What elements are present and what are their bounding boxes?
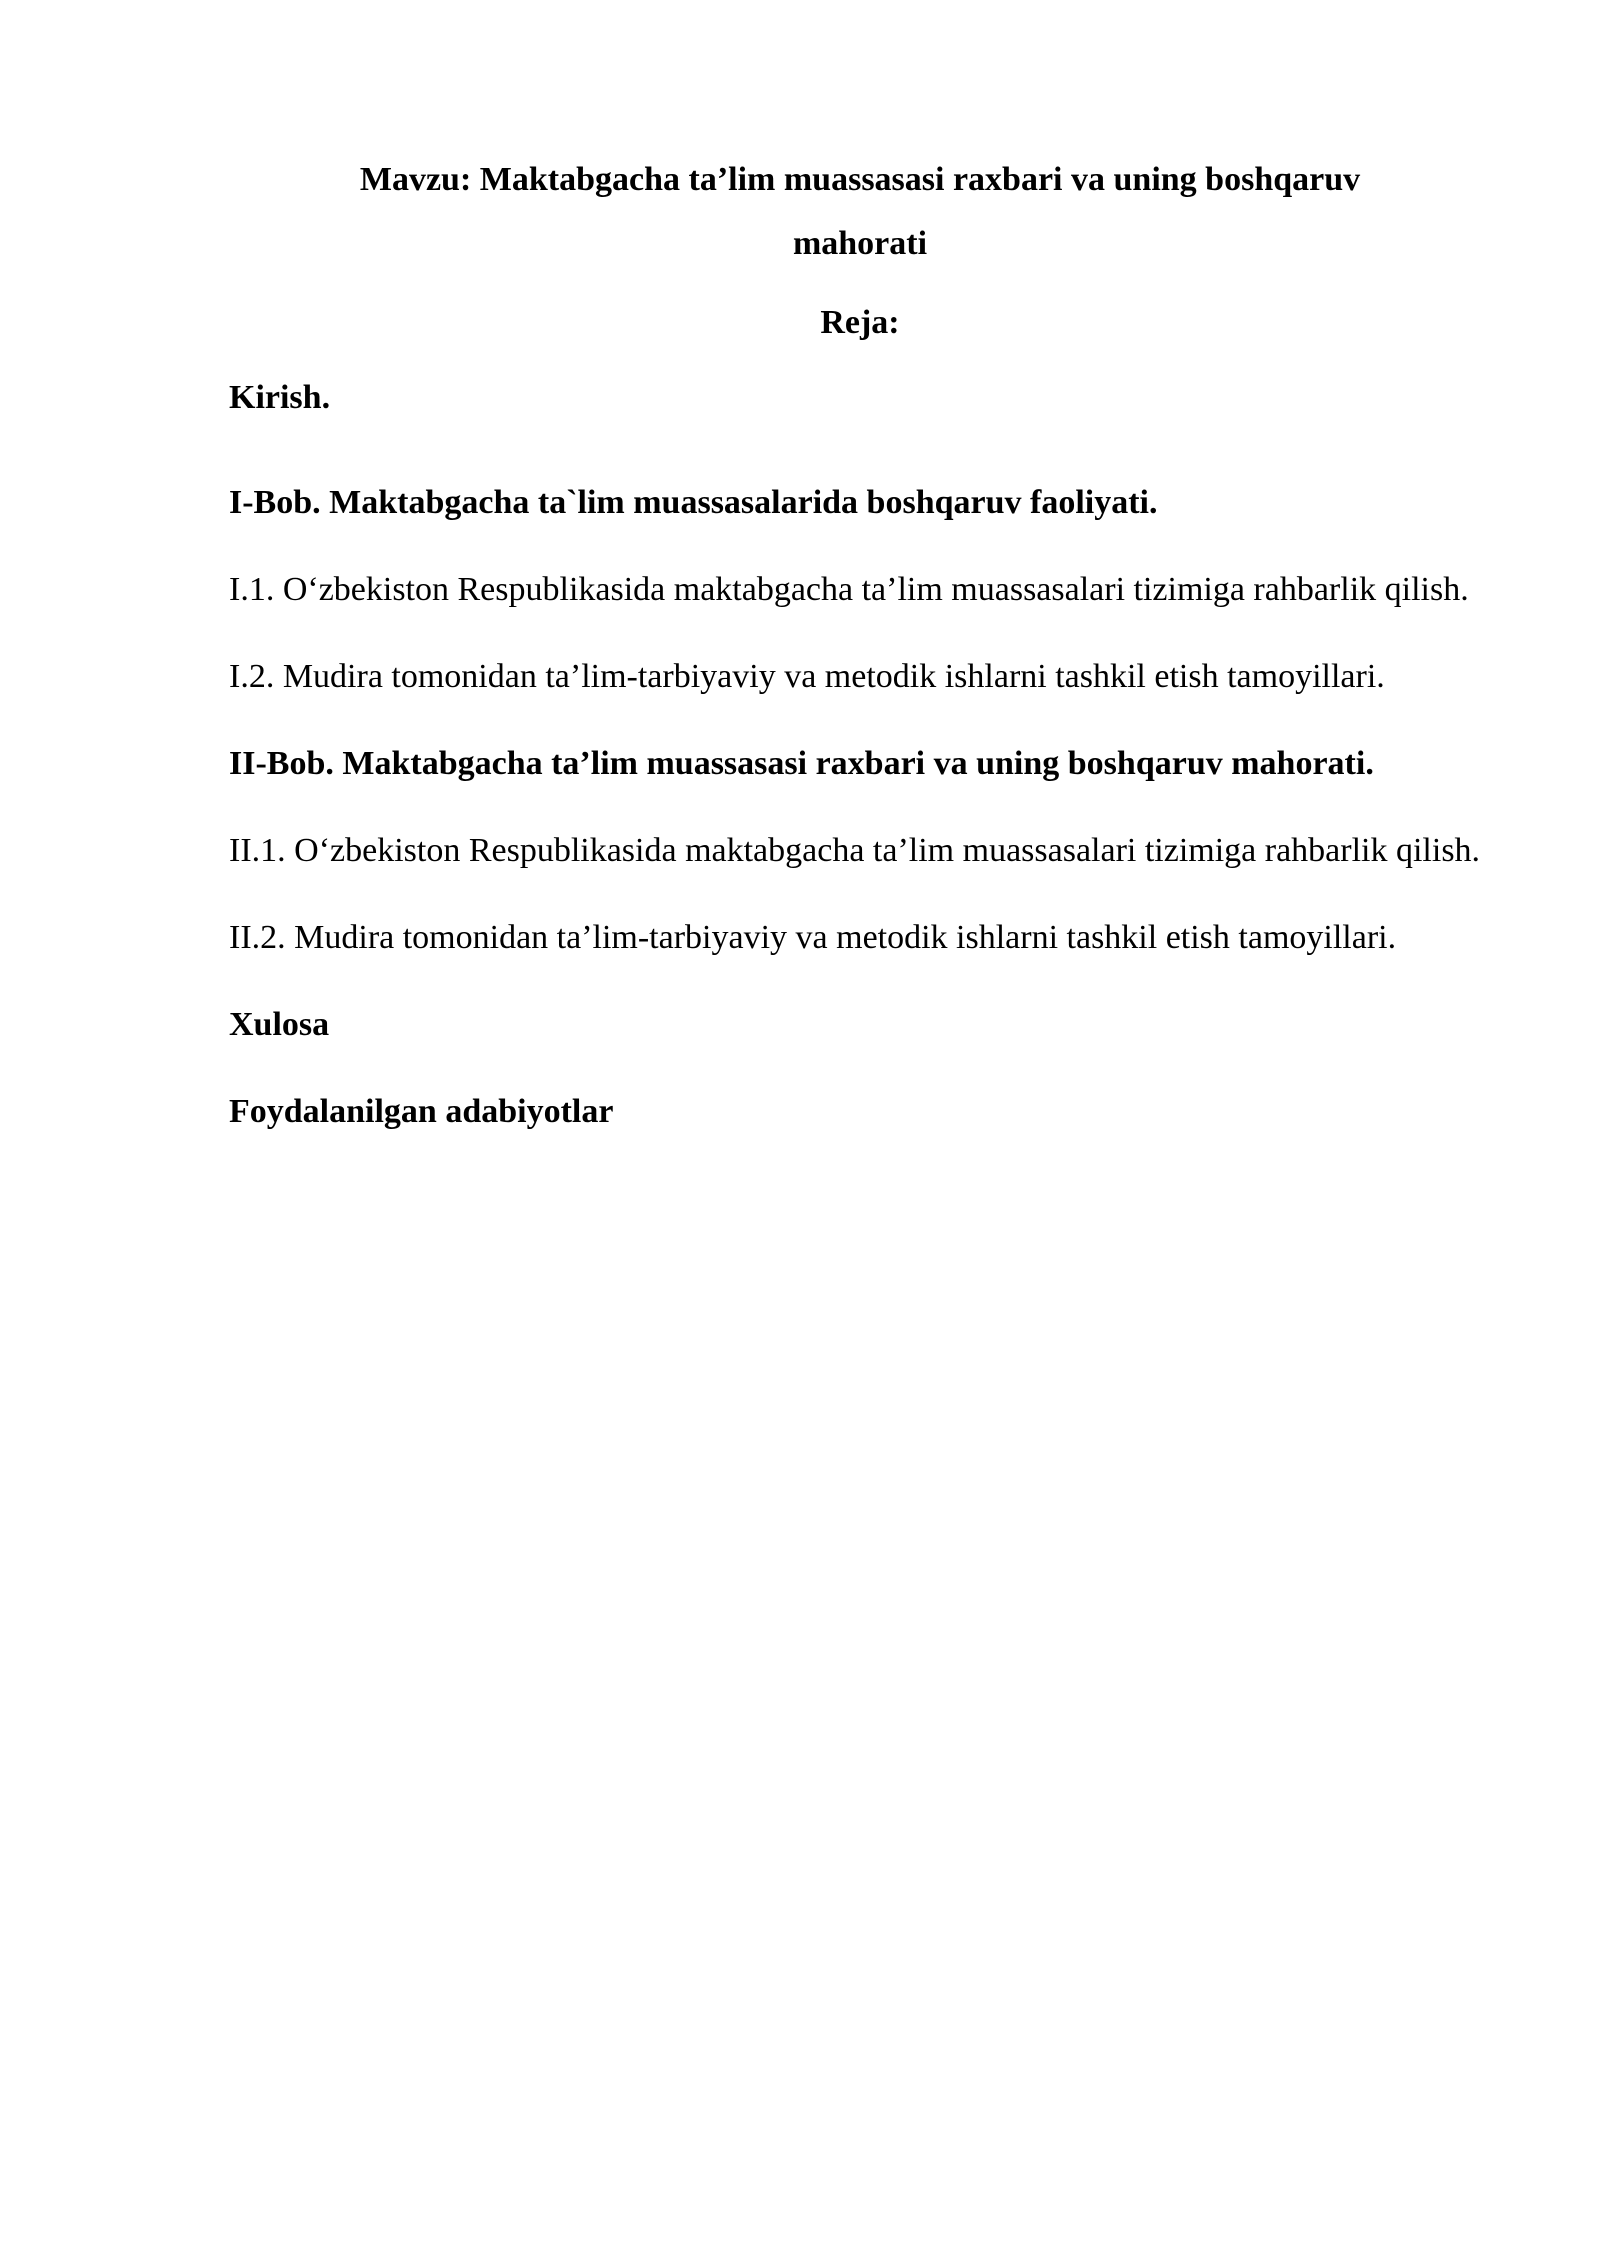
- toc-item-section-2-1: II.1. O‘zbekiston Respublikasida maktabgacha ta’lim muassasalari tizimiga rahbarlik qilish.: [229, 832, 1481, 869]
- table-of-contents: [229, 372, 1486, 1155]
- plan-heading: Reja:: [820, 304, 900, 341]
- toc-item-chapter-2: II-Bob. Maktabgacha ta’lim muassasasi raxbari va uning boshqaruv mahorati.: [229, 745, 1374, 782]
- toc-item-section-1-2: I.2. Mudira tomonidan ta’lim-tarbiyaviy va metodik ishlarni tashkil etish tamoyillari.: [229, 658, 1385, 695]
- toc-item-section-2-2: II.2. Mudira tomonidan ta’lim-tarbiyaviy va metodik ishlarni tashkil etish tamoyillari.: [229, 919, 1397, 956]
- toc-item-chapter-1: I-Bob. Maktabgacha ta`lim muassasalarida boshqaruv faoliyati.: [229, 484, 1158, 521]
- toc-item-conclusion: Xulosa: [229, 1006, 330, 1043]
- toc-item-references: Foydalanilgan adabiyotlar: [229, 1093, 614, 1130]
- toc-item-introduction: Kirish.: [229, 379, 331, 416]
- document-title: Mavzu: Maktabgacha ta’lim muassasasi raxbari va uning boshqaruv mahorati: [359, 161, 1361, 262]
- toc-item-section-1-1: I.1. O‘zbekiston Respublikasida maktabgacha ta’lim muassasalari tizimiga rahbarlik qilish.: [229, 571, 1469, 608]
